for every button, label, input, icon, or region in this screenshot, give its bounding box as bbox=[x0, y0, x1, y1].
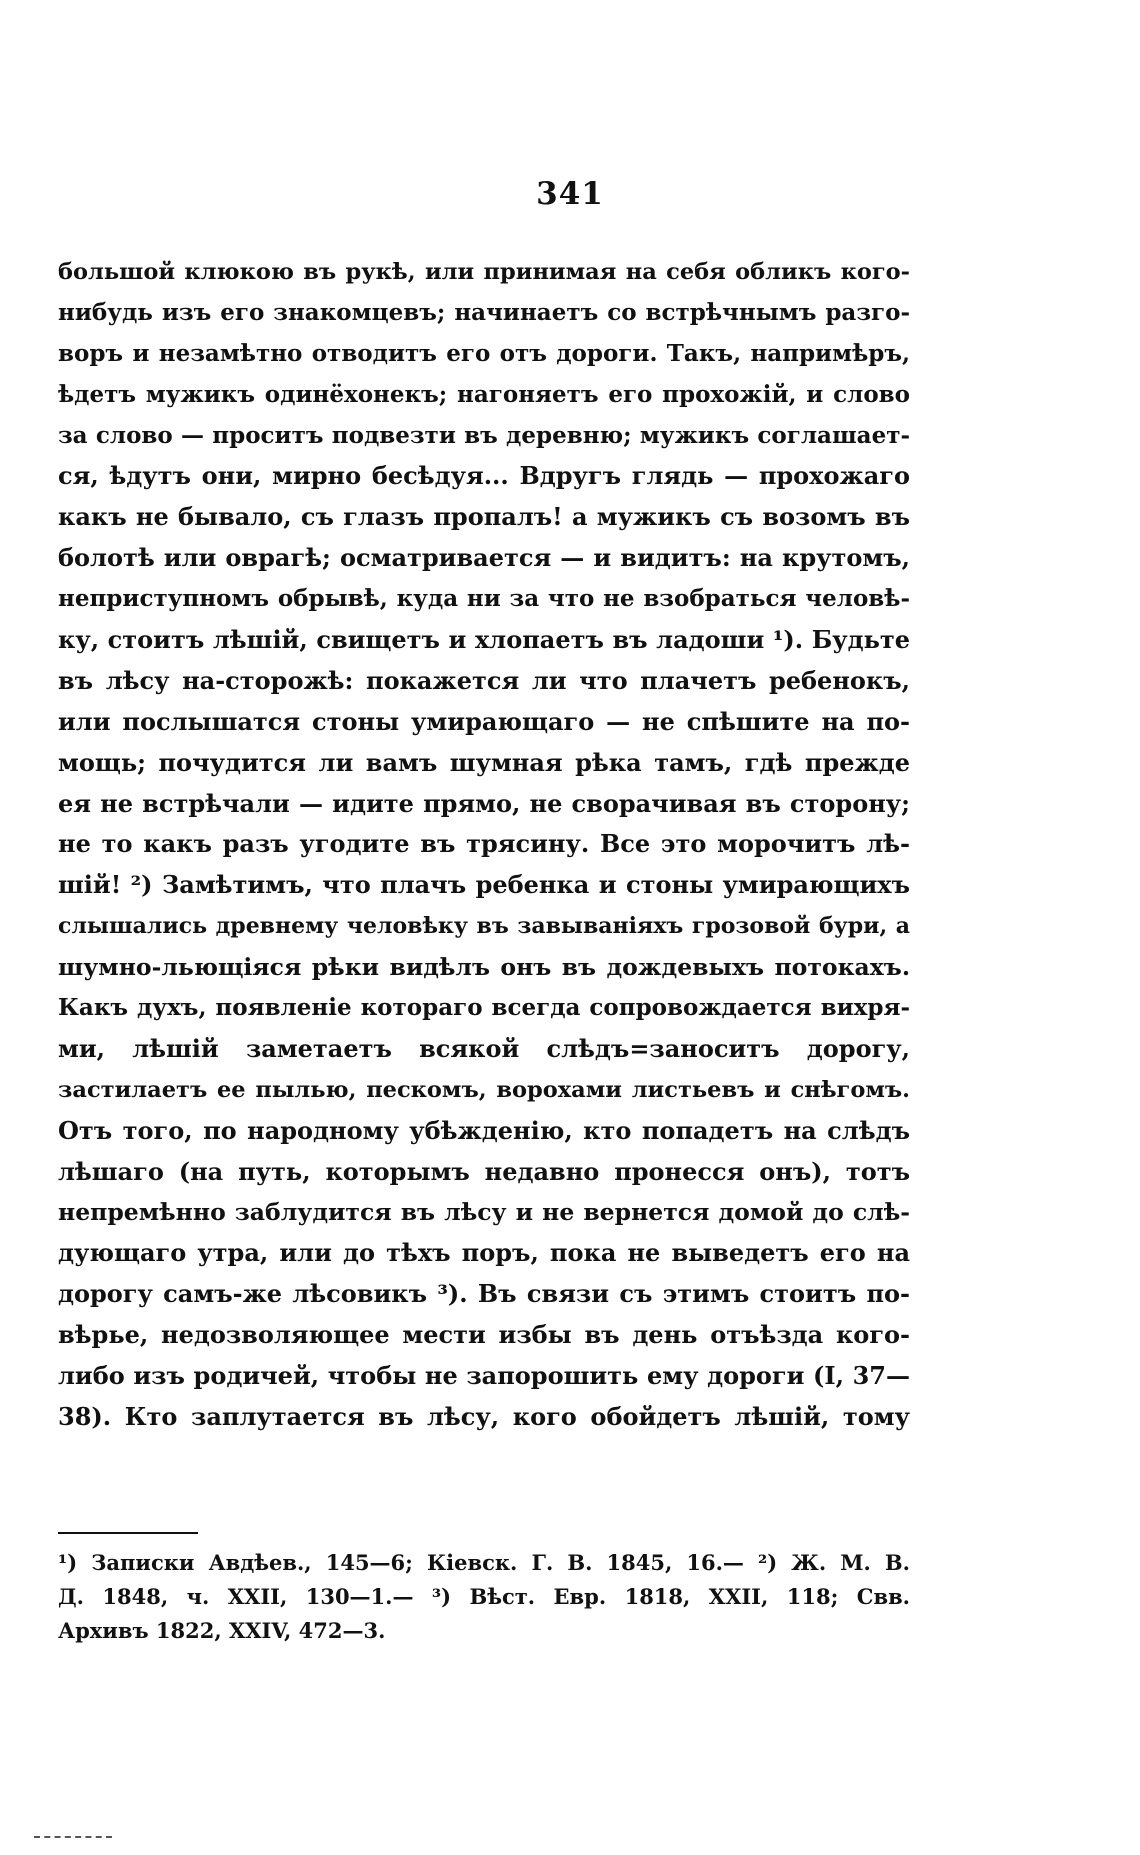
text-line: не то какъ разъ угодите въ трясину. Все это морочитъ лѣ- bbox=[58, 829, 910, 859]
text-line: застилаетъ ее пылью, пескомъ, ворохами листьевъ и снѣгомъ. bbox=[58, 1076, 910, 1103]
text-line: Какъ духъ, появленіе котораго всегда сопровождается вихря- bbox=[58, 994, 910, 1022]
text-line: за слово — проситъ подвезти въ деревню; мужикъ соглашает- bbox=[58, 421, 910, 449]
text-line: дорогу самъ-же лѣсовикъ ³). Въ связи съ этимъ стоитъ по- bbox=[58, 1279, 910, 1309]
footnote-line: Архивъ 1822, XXIV, 472—3. bbox=[58, 1618, 386, 1643]
text-line: вѣрье, недозволяющее мести избы въ день отъѣзда кого- bbox=[58, 1320, 910, 1350]
text-line: лѣшаго (на путь, которымъ недавно пронесся онъ), тотъ bbox=[58, 1156, 910, 1186]
text-line: ку, стоитъ лѣшій, свищетъ и хлопаетъ въ ладоши ¹). Будьте bbox=[58, 625, 910, 655]
text-line: слышались древнему человѣку въ завываніяхъ грозовой бури, а bbox=[58, 913, 910, 940]
text-line: или послышатся стоны умирающаго — не спѣшите на по- bbox=[58, 706, 910, 736]
text-line: болотѣ или оврагѣ; осматривается — и видитъ: на крутомъ, bbox=[58, 543, 910, 573]
text-line: ми, лѣшій заметаетъ всякой слѣдъ=заноситъ дорогу, bbox=[58, 1033, 910, 1063]
text-line: шумно-льющіяся рѣки видѣлъ онъ въ дождевыхъ потокахъ. bbox=[58, 953, 910, 982]
footnote-line: ¹) Записки Авдѣев., 145—6; Кіевск. Г. В. 1845, 16.— ²) Ж. М. В. bbox=[58, 1550, 910, 1575]
page-number: 341 bbox=[536, 176, 604, 212]
text-line: непремѣнно заблудится въ лѣсу и не вернется домой до слѣ- bbox=[58, 1198, 910, 1227]
text-line: неприступномъ обрывѣ, куда ни за что не взобраться человѣ- bbox=[58, 585, 910, 613]
footnotes bbox=[58, 1546, 910, 1648]
text-line: нибудь изъ его знакомцевъ; начинаетъ со встрѣчнымъ разго- bbox=[58, 298, 910, 326]
text-line: большой клюкою въ рукѣ, или принимая на себя обликъ кого- bbox=[58, 259, 910, 285]
scan-artifact bbox=[34, 1836, 112, 1841]
text-line: ея не встрѣчали — идите прямо, не сворачивая въ сторону; bbox=[58, 788, 910, 818]
text-line: либо изъ родичей, чтобы не запорошить ему дороги (I, 37— bbox=[58, 1361, 910, 1391]
text-line: ѣдетъ мужикъ одинёхонекъ; нагоняетъ его прохожій, и слово bbox=[58, 380, 910, 408]
text-line: ся, ѣдутъ они, мирно бесѣдуя... Вдругъ глядь — прохожаго bbox=[58, 461, 910, 491]
text-line: дующаго утра, или до тѣхъ поръ, пока не выведетъ его на bbox=[58, 1238, 910, 1268]
text-line: шій! ²) Замѣтимъ, что плачъ ребенка и стоны умирающихъ bbox=[58, 870, 910, 900]
text-line: Отъ того, по народному убѣжденію, кто попадетъ на слѣдъ bbox=[58, 1115, 910, 1145]
text-line: мощь; почудится ли вамъ шумная рѣка тамъ, гдѣ прежде bbox=[58, 747, 910, 777]
text-line: какъ не бывало, съ глазъ пропалъ! а мужикъ съ возомъ въ bbox=[58, 502, 910, 532]
text-line: воръ и незамѣтно отводитъ его отъ дороги. Такъ, напримѣръ, bbox=[58, 339, 910, 367]
text-line: 38). Кто заплутается въ лѣсу, кого обойдетъ лѣшій, тому bbox=[58, 1401, 910, 1431]
footnote-line: Д. 1848, ч. XXII, 130—1.— ³) Вѣст. Евр. 1818, XXII, 118; Свв. bbox=[58, 1584, 910, 1609]
text-line: въ лѣсу на-сторожѣ: покажется ли что плачетъ ребенокъ, bbox=[58, 665, 910, 695]
body-text bbox=[58, 252, 910, 1438]
footnote-divider bbox=[58, 1532, 198, 1534]
